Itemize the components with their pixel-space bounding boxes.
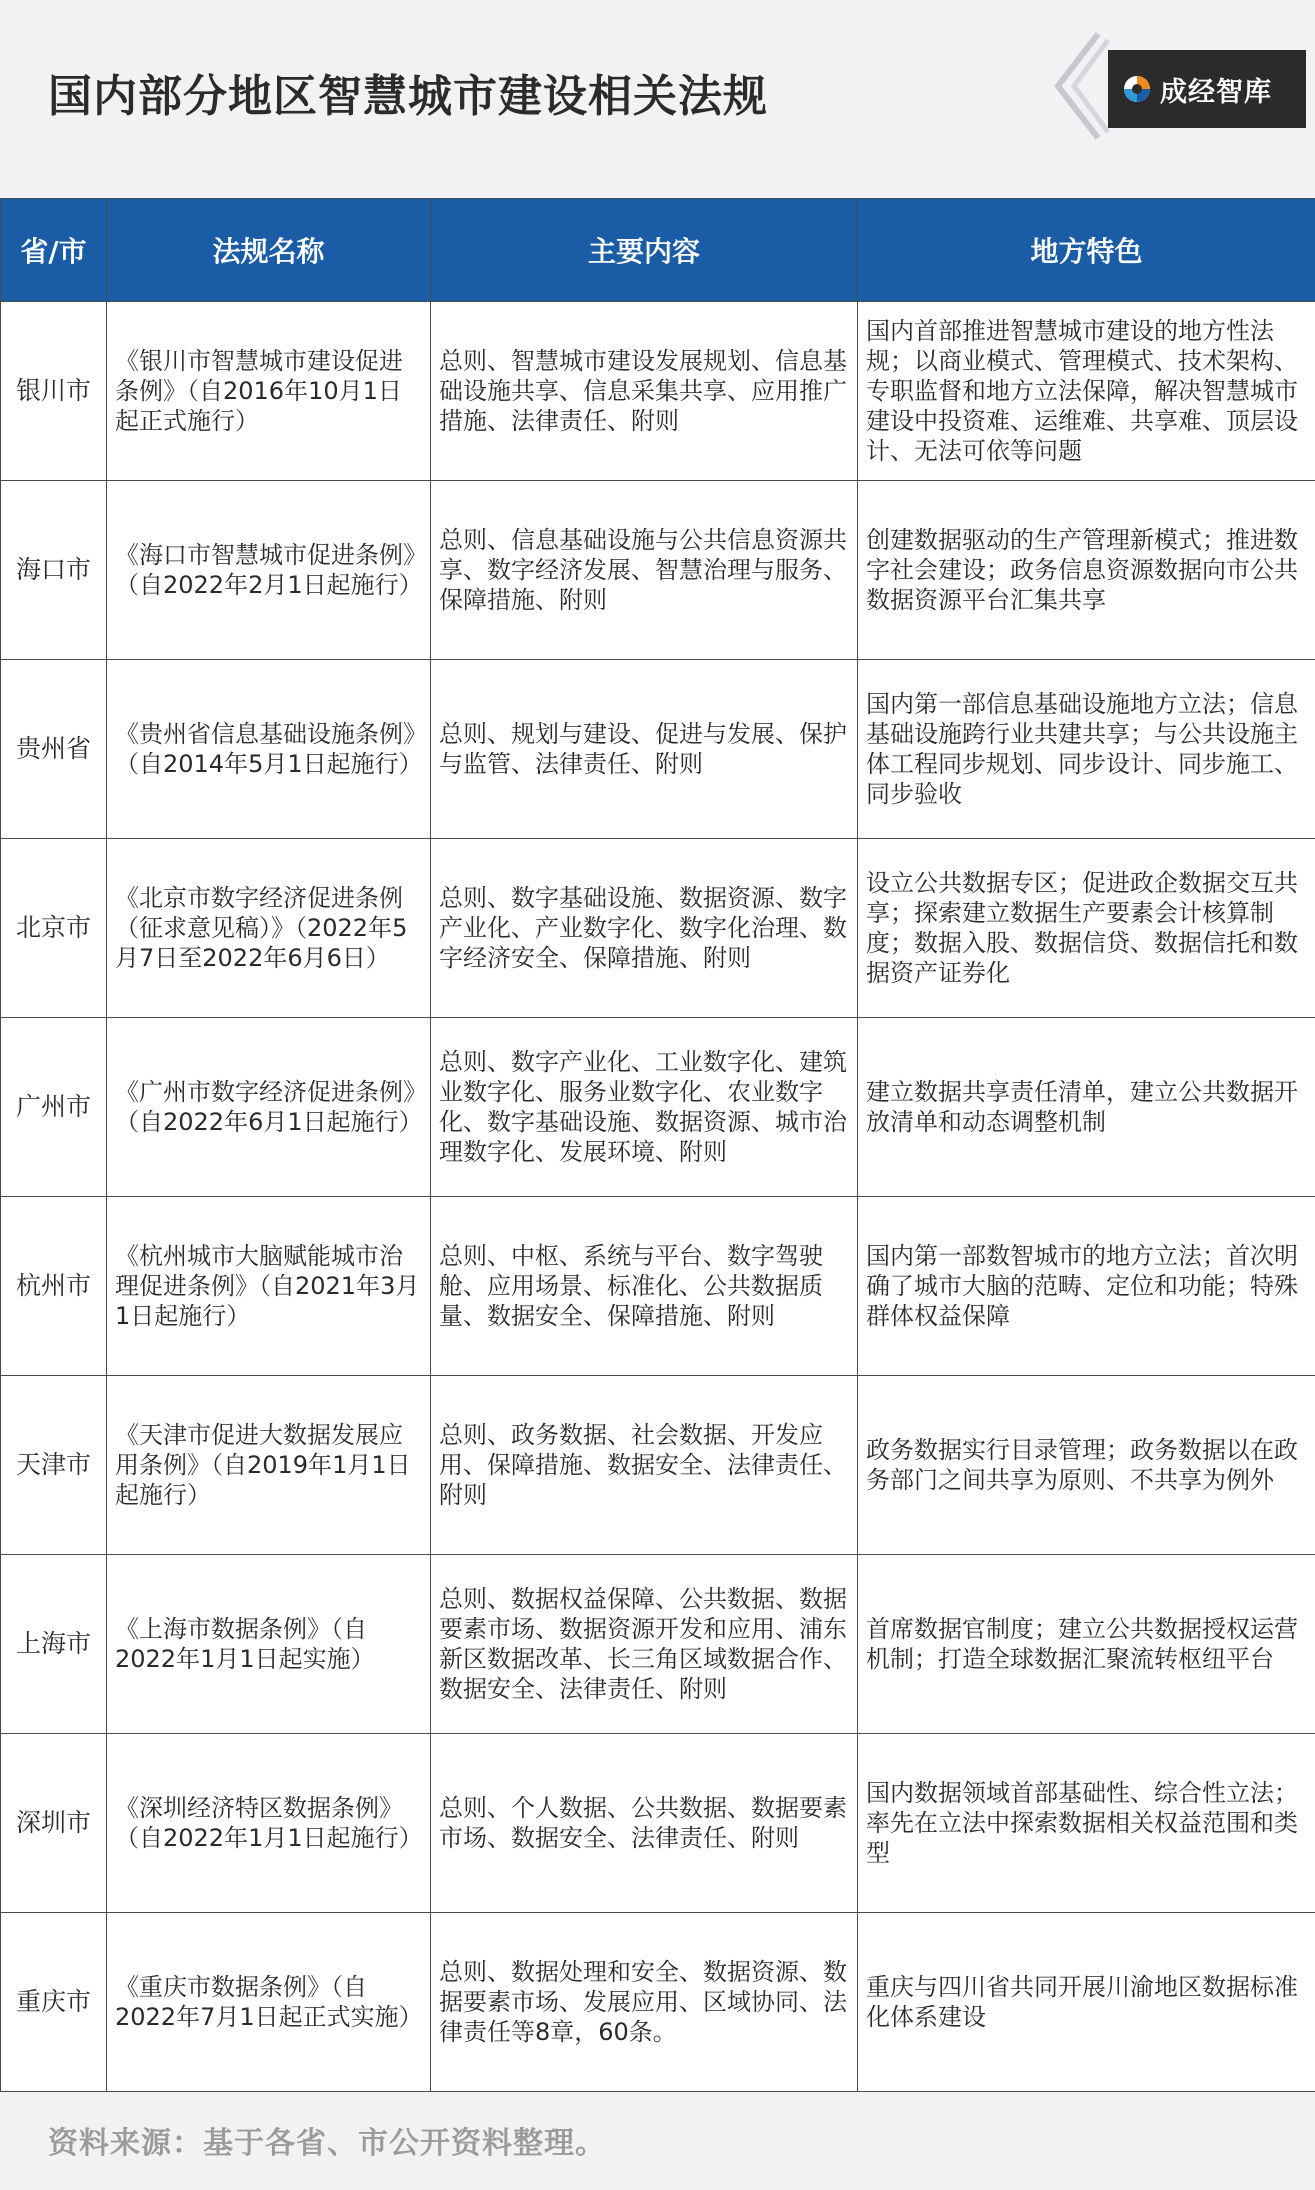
table-row [1, 1734, 1315, 1913]
brand-logo [1108, 50, 1306, 128]
feature-cell: 国内第一部信息基础设施地方立法；信息基础设施跨行业共建共享；与公共设施主体工程同步规划、同步设计、同步施工、同步验收 [858, 660, 1315, 839]
table-row [1, 1555, 1315, 1734]
column-header-law: 法规名称 [107, 199, 431, 302]
table-row [1, 481, 1315, 660]
content-cell: 总则、中枢、系统与平台、数字驾驶舱、应用场景、标准化、公共数据质量、数据安全、保障措施、附则 [431, 1197, 858, 1376]
feature-cell: 设立公共数据专区；促进政企数据交互共享；探索建立数据生产要素会计核算制度；数据入股、数据信贷、数据信托和数据资产证券化 [858, 839, 1315, 1018]
province-cell: 上海市 [1, 1555, 107, 1734]
feature-cell: 重庆与四川省共同开展川渝地区数据标准化体系建设 [858, 1913, 1315, 2092]
province-cell: 深圳市 [1, 1734, 107, 1913]
content-cell: 总则、信息基础设施与公共信息资源共享、数字经济发展、智慧治理与服务、保障措施、附则 [431, 481, 858, 660]
law-cell: 《贵州省信息基础设施条例》（自2014年5月1日起施行） [107, 660, 431, 839]
column-header-feature: 地方特色 [858, 199, 1315, 302]
province-cell: 海口市 [1, 481, 107, 660]
province-cell: 北京市 [1, 839, 107, 1018]
swirl-logo-icon [1122, 74, 1152, 104]
law-cell: 《杭州城市大脑赋能城市治理促进条例》（自2021年3月1日起施行） [107, 1197, 431, 1376]
law-cell: 《天津市促进大数据发展应用条例》（自2019年1月1日起施行） [107, 1376, 431, 1555]
feature-cell: 国内首部推进智慧城市建设的地方性法规；以商业模式、管理模式、技术架构、专职监督和地方立法保障，解决智慧城市建设中投资难、运维难、共享难、顶层设计、无法可依等问题 [858, 302, 1315, 481]
province-cell: 广州市 [1, 1018, 107, 1197]
content-cell: 总则、数字基础设施、数据资源、数字产业化、产业数字化、数字化治理、数字经济安全、保障措施、附则 [431, 839, 858, 1018]
feature-cell: 首席数据官制度；建立公共数据授权运营机制；打造全球数据汇聚流转枢纽平台 [858, 1555, 1315, 1734]
content-cell: 总则、规划与建设、促进与发展、保护与监管、法律责任、附则 [431, 660, 858, 839]
page-title: 国内部分地区智慧城市建设相关法规 [48, 71, 768, 122]
table-row [1, 1913, 1315, 2092]
source-note: 资料来源：基于各省、市公开资料整理。 [48, 2126, 606, 2161]
law-cell: 《广州市数字经济促进条例》（自2022年6月1日起施行） [107, 1018, 431, 1197]
law-cell: 《重庆市数据条例》（自2022年7月1日起正式实施） [107, 1913, 431, 2092]
content-cell: 总则、智慧城市建设发展规划、信息基础设施共享、信息采集共享、应用推广措施、法律责任、附则 [431, 302, 858, 481]
column-header-content: 主要内容 [431, 199, 858, 302]
province-cell: 天津市 [1, 1376, 107, 1555]
law-cell: 《北京市数字经济促进条例（征求意见稿）》（2022年5月7日至2022年6月6日） [107, 839, 431, 1018]
feature-cell: 国内第一部数智城市的地方立法；首次明确了城市大脑的范畴、定位和功能；特殊群体权益保障 [858, 1197, 1315, 1376]
table-header-row [1, 199, 1315, 302]
province-cell: 重庆市 [1, 1913, 107, 2092]
content-cell: 总则、数据权益保障、公共数据、数据要素市场、数据资源开发和应用、浦东新区数据改革、长三角区域数据合作、数据安全、法律责任、附则 [431, 1555, 858, 1734]
page-header [0, 0, 1315, 198]
regulations-table [0, 198, 1315, 2092]
feature-cell: 创建数据驱动的生产管理新模式；推进数字社会建设；政务信息资源数据向市公共数据资源平台汇集共享 [858, 481, 1315, 660]
law-cell: 《海口市智慧城市促进条例》（自2022年2月1日起施行） [107, 481, 431, 660]
province-cell: 银川市 [1, 302, 107, 481]
content-cell: 总则、个人数据、公共数据、数据要素市场、数据安全、法律责任、附则 [431, 1734, 858, 1913]
content-cell: 总则、数字产业化、工业数字化、建筑业数字化、服务业数字化、农业数字化、数字基础设施、数据资源、城市治理数字化、发展环境、附则 [431, 1018, 858, 1197]
law-cell: 《深圳经济特区数据条例》（自2022年1月1日起施行） [107, 1734, 431, 1913]
table-row [1, 1018, 1315, 1197]
column-header-province: 省/市 [1, 199, 107, 302]
table-row [1, 660, 1315, 839]
content-cell: 总则、政务数据、社会数据、开发应用、保障措施、数据安全、法律责任、附则 [431, 1376, 858, 1555]
law-cell: 《上海市数据条例》（自2022年1月1日起实施） [107, 1555, 431, 1734]
province-cell: 贵州省 [1, 660, 107, 839]
table-row [1, 302, 1315, 481]
province-cell: 杭州市 [1, 1197, 107, 1376]
feature-cell: 国内数据领域首部基础性、综合性立法；率先在立法中探索数据相关权益范围和类型 [858, 1734, 1315, 1913]
table-row [1, 839, 1315, 1018]
content-cell: 总则、数据处理和安全、数据资源、数据要素市场、发展应用、区域协同、法律责任等8章，60条。 [431, 1913, 858, 2092]
law-cell: 《银川市智慧城市建设促进条例》（自2016年10月1日起正式施行） [107, 302, 431, 481]
table-row [1, 1376, 1315, 1555]
table-row [1, 1197, 1315, 1376]
feature-cell: 建立数据共享责任清单，建立公共数据开放清单和动态调整机制 [858, 1018, 1315, 1197]
brand-name: 成经智库 [1160, 76, 1272, 108]
feature-cell: 政务数据实行目录管理；政务数据以在政务部门之间共享为原则、不共享为例外 [858, 1376, 1315, 1555]
chevron-decoration-icon [1050, 30, 1110, 142]
